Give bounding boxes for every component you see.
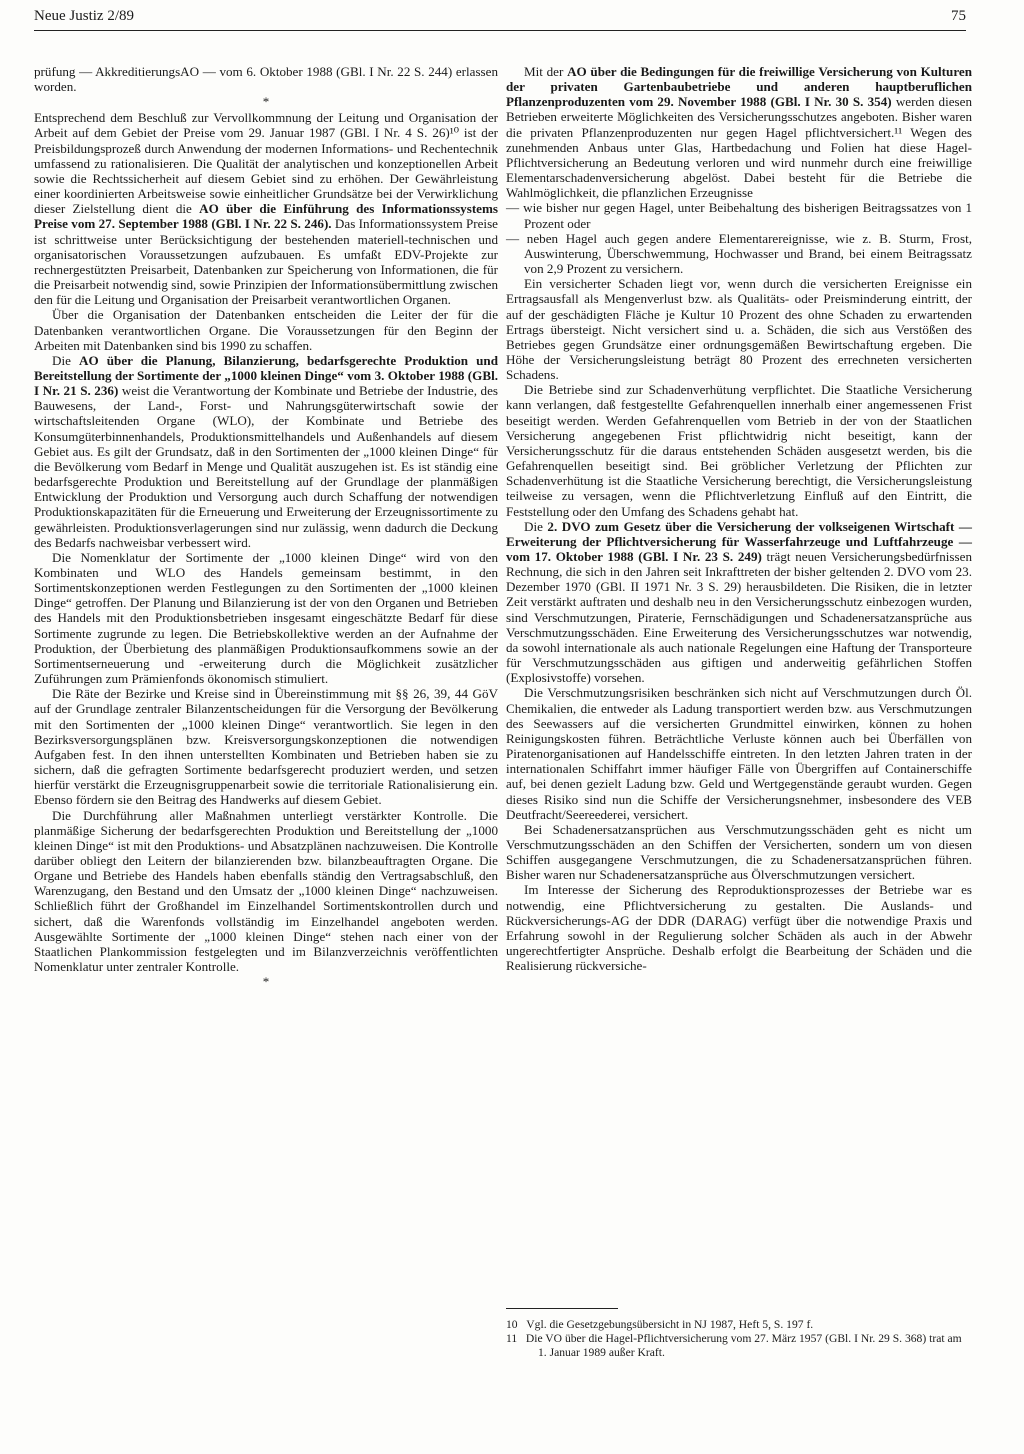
- paragraph: Die Verschmutzungsrisiken beschränken sich nicht auf Verschmutzungen durch Öl. Chemikalien, die entweder als Ladung transportiert werden bzw. aus Verschmutzungen des Seewassers auf die versicherten Grundmittel einwirken, können zu hohen Reinigungskosten führen. Beträchtliche Verluste können auch bei Überfällen von Piratenorganisationen auf Handelsschiffe eintreten. In den letzten Jahren traten in der internationalen Schiffahrt immer häufiger Fälle von Übergriffen auf Containerschiffe auf, bei denen gezielt Ladung bzw. Geld und Wertgegenstände geraubt wurden. Gegen dieses Risiko sind nun die Schiffe der Versicherungsnehmer, insbesondere des VEB Deutfracht/Seereederei, versichert.: [506, 685, 972, 822]
- left-column: [34, 64, 498, 990]
- section-separator: *: [262, 974, 270, 990]
- page-number: 75: [951, 8, 966, 24]
- footnotes: [506, 1318, 972, 1360]
- list-item: — neben Hagel auch gegen andere Elementarereignisse, wie z. B. Sturm, Frost, Auswinterung, Überschwemmung, Hochwasser und Brand, bei einem Beitragssatz von 2,9 Prozent zu versichern.: [506, 230, 972, 277]
- footnote: [506, 1332, 972, 1360]
- paragraph: Die AO über die Planung, Bilanzierung, bedarfsgerechte Produktion und Bereitstellung der Sortimente der „1000 kleinen Dinge“ vom 3. Oktober 1988 (GBl. I Nr. 21 S. 236) weist die Verantwortung der Kombinate und Betriebe der Industrie, des Bauwesens, der Land-, Forst- und Nahrungsgüterwirtschaft sowie der wirtschaftsleitenden Organe (WLO), der Kombinate und Betriebe des Konsumgüterbinnenhandels, Produktionsmittelhandels und Außenhandels auf diesem Gebiet aus. Es gilt der Grundsatz, daß in den Sortimenten der „1000 kleinen Dinge“ für die Bevölkerung vom Bedarf in Menge und Qualität auszugehen ist. Es ist ständig eine bedarfsgerechte Produktion und Bereitstellung auf der Grundlage der planmäßigen Entwicklung der Produktion und Versorgung auch durch Schaffung der notwendigen Produktionskapazitäten für die Erneuerung und Erweiterung der Erzeugnissortimente zu gewährleisten. Produktionsverlagerungen sind nur zulässig, wenn dadurch die Deckung des Bedarfs nachweisbar verbessert wird.: [34, 352, 498, 550]
- paragraph: Die Betriebe sind zur Schadenverhütung verpflichtet. Die Staatliche Versicherung kann verlangen, daß festgestellte Gefahrenquellen innerhalb einer angemessenen Frist beseitigt werden. Werden Gefahrenquellen vom Betrieb in der von der Staatlichen Versicherung angegebenen Frist pflichtwidrig nicht beseitigt, kann der Versicherungsschutz für die daraus entstehenden Schäden ausgesetzt werden, bis die Gefahrenquellen beseitigt sind. Bei gröblicher Verletzung der Pflichten zur Schadenverhütung ist die Staatliche Versicherung berechtigt, die Versicherungsleistung teilweise zu versagen, wenn die Pflichtverletzung Einfluß auf den Eintritt, die Feststellung oder den Umfang des Schadens gehabt hat.: [506, 382, 972, 519]
- right-column: [506, 64, 972, 973]
- paragraph: prüfung — AkkreditierungsAO — vom 6. Oktober 1988 (GBl. I Nr. 22 S. 244) erlassen worden.: [34, 64, 498, 95]
- paragraph: Im Interesse der Sicherung des Reproduktionsprozesses der Betriebe war es notwendig, eine Pflichtversicherung zu gestalten. Die Auslands- und Rückversicherungs-AG der DDR (DARAG) verfügt über die notwendige Praxis und Erfahrung sowohl in der Regulierung solcher Schäden als auch in der Abwehr ungerechtfertigter Ansprüche. Deshalb erfolgt die Bearbeitung der Schäden und die Realisierung rückversiche-: [506, 882, 972, 974]
- legal-reference: 2. DVO zum Gesetz über die Versicherung der volkseigenen Wirtschaft — Erweiterung der Pflichtversicherung für Wasserfahrzeuge und Luftfahrzeuge — vom 17. Oktober 1988 (GBl. I Nr. 23 S. 249): [506, 518, 973, 564]
- paragraph: Die Nomenklatur der Sortimente der „1000 kleinen Dinge“ wird von den Kombinaten und WLO des Handels gemeinsam bestimmt, in den Sortimentskonzeptionen werden Festlegungen zu den Sortimenten der „1000 kleinen Dinge“ getroffen. Der Planung und Bilanzierung ist der von den Organen und Betrieben des Handels mit den Produktionsbetrieben insgesamt eingeschätzte Bedarf für diese Sortimente zugrunde zu legen. Die Betriebskollektive werden an der Aufnahme der Produktion, der Überbietung des planmäßigen Produktionsaufkommens sowie an der Sortimentserneuerung und -erweiterung durch die Möglichkeit zusätzlicher Zuführungen zum Prämienfonds ökonomisch stimuliert.: [34, 549, 498, 687]
- paragraph: Entsprechend dem Beschluß zur Vervollkommnung der Leitung und Organisation der Arbeit auf dem Gebiet der Preise vom 29. Januar 1987 (GBl. I Nr. 4 S. 26)¹⁰ ist der Preisbildungsprozeß durch Anwendung der modernen Informations- und Rechentechnik umfassend zu rationalisieren. Die Qualität der analytischen und konzeptionellen Arbeit sowie die Rechtssicherheit auf diesem Gebiet sind zu erhöhen. Der Gewährleistung einer koordinierten Arbeitsweise sowie einheitlicher Grundsätze bei der Verwirklichung dieser Zielstellung dient die AO über die Einführung des Informationssystems Preise vom 27. September 1988 (GBl. I Nr. 22 S. 246). Das Informationssystem Preise ist schrittweise unter Berücksichtigung der bestehenden materiell-technischen und organisatorischen Voraussetzungen aufzubauen. Es umfaßt EDV-Projekte zur rechnergestützten Preisarbeit, Datenbanken zur Speicherung von Informationen, die für die Preisarbeit notwendig sind, sowie Prinzipien der Informationsübermittlung zwischen den für die Leitung und Organisation der Preisarbeit verantwortlichen Organen.: [34, 110, 498, 308]
- legal-reference: AO über die Einführung des Informationssystems Preise vom 27. September 1988 (GBl. I Nr. 22 S. 246).: [34, 201, 498, 232]
- paragraph: Mit der AO über die Bedingungen für die freiwillige Versicherung von Kulturen der privaten Gartenbaubetriebe und anderen hauptberuflichen Pflanzenproduzenten vom 29. November 1988 (GBl. I Nr. 30 S. 354) werden diesen Betrieben erweiterte Möglichkeiten des Versicherungsschutzes angeboten. Bisher waren die privaten Pflanzenproduzenten nur gegen Hagel pflichtversichert.¹¹ Wegen des zunehmenden Anbaus unter Glas, Hartbedachung und Folien hat diese Hagel-Pflichtversicherung an Bedeutung verloren und wird nunmehr durch eine freiwillige Elementarschadenversicherung abgelöst. Dabei besteht für die Betriebe die Wahlmöglichkeit, die pflanzlichen Erzeugnisse: [506, 64, 972, 201]
- paragraph: Bei Schadenersatzansprüchen aus Verschmutzungsschäden geht es nicht um Verschmutzungsschäden an den Schiffen der Versicherten, sondern um von diesen Schiffen ausgegangene Verschmutzungen, die zu Schadenersatzansprüchen führen. Bisher waren nur Schadenersatzansprüche aus Ölverschmutzungen versichert.: [506, 821, 972, 883]
- paragraph: Die Durchführung aller Maßnahmen unterliegt verstärkter Kontrolle. Die planmäßige Sicherung der bedarfsgerechten Produktion und Bereitstellung der „1000 kleinen Dinge“ ist mit den Produktions- und Absatzplänen nachzuweisen. Die Kontrolle darüber obliegt den Leitern der bilanzierenden bzw. bilanzbeauftragten Organe. Die Organe und Betriebe des Handels haben ebenfalls ständig den Vertragsabschluß, den Warenzugang, den Bestand und den Umsatz der „1000 kleinen Dinge“ nachzuweisen. Schließlich führt der Großhandel im Einzelhandel Sortimentskontrollen durch und sichert, daß die Warenfonds vollständig im Einzelhandel angeboten werden. Ausgewählte Sortimente der „1000 kleinen Dinge“ stehen nach einer von der Staatlichen Plankommission festgelegten und im Bilanzverzeichnis veröffentlichten Nomenklatur unter zentraler Kontrolle.: [34, 807, 498, 975]
- footnote-text: Vgl. die Gesetzgebungsübersicht in NJ 1987, Heft 5, S. 197 f.: [526, 1318, 814, 1331]
- paragraph: Die Räte der Bezirke und Kreise sind in Übereinstimmung mit §§ 26, 39, 44 GöV auf der Grundlage zentraler Bilanzentscheidungen für die Versorgung der Bevölkerung mit den Sortimenten der „1000 kleinen Dinge“ verantwortlich. Sie legen in den Bezirksversorgungsplänen bzw. Kreisversorgungskonzeptionen die notwendigen Aufgaben fest. In den ihnen unterstellten Kombinaten und Betrieben haben sie zu sichern, daß die gefragten Sortimente bedarfsgerecht produziert werden, und setzen hierfür verstärkt die Erzeugnisgruppenarbeit sowie die territoriale Rationalisierung ein. Ebenso fördern sie den Beitrag des Handwerks auf diesem Gebiet.: [34, 686, 498, 808]
- footnote: [506, 1318, 972, 1332]
- list-item: — wie bisher nur gegen Hagel, unter Beibehaltung des bisherigen Beitragssatzes von 1 Prozent oder: [506, 200, 972, 231]
- footnote-text: Die VO über die Hagel-Pflichtversicherung vom 27. März 1957 (GBl. I Nr. 29 S. 368) trat am 1. Januar 1989 außer Kraft.: [525, 1332, 962, 1359]
- journal-title: Neue Justiz 2/89: [34, 8, 134, 24]
- legal-reference: AO über die Bedingungen für die freiwillige Versicherung von Kulturen der privaten Gartenbaubetriebe und anderen hauptberuflichen Pflanzenproduzenten vom 29. November 1988 (GBl. I Nr. 30 S. 354): [506, 64, 972, 110]
- paragraph: Über die Organisation der Datenbanken entscheiden die Leiter der für die Datenbanken verantwortlichen Organe. Die Voraussetzungen für den Beginn der Arbeiten mit Datenbanken sind bis 1990 zu schaffen.: [34, 307, 498, 353]
- running-header: [34, 8, 966, 26]
- paragraph: Ein versicherter Schaden liegt vor, wenn durch die versicherten Ereignisse ein Ertragsausfall als Mengenverlust bzw. als Qualitäts- oder Preisminderung eintritt, der auf der geschädigten Fläche je Kultur 10 Prozent des ohne Schaden zu erwartenden Ertrags übersteigt. Nicht versichert sind u. a. Schäden, die sich aus Verstößen des Betriebes gegen Grundsätze einer ordnungsgemäßen Bewirtschaftung ergeben. Die Höhe der Versicherungsleistung beträgt 80 Prozent des errechneten versicherten Schadens.: [506, 276, 972, 383]
- footnote-number: 10: [506, 1318, 518, 1331]
- footnote-rule: [506, 1308, 618, 1309]
- footnote-number: 11: [506, 1332, 518, 1345]
- header-rule: [34, 30, 966, 31]
- legal-reference: AO über die Planung, Bilanzierung, bedarfsgerechte Produktion und Bereitstellung der Sortimente der „1000 kleinen Dinge“ vom 3. Oktober 1988 (GBl. I Nr. 21 S. 236): [34, 352, 498, 399]
- paragraph: Die 2. DVO zum Gesetz über die Versicherung der volkseigenen Wirtschaft — Erweiterung der Pflichtversicherung für Wasserfahrzeuge und Luftfahrzeuge — vom 17. Oktober 1988 (GBl. I Nr. 23 S. 249) trägt neuen Versicherungsbedürfnissen Rechnung, die sich in den Jahren seit Inkrafttreten der bisher geltenden 2. DVO vom 23. Dezember 1970 (GBl. II 1971 Nr. 3 S. 29) herausbildeten. Die Risiken, die in letzter Zeit verstärkt auftraten und deshalb neu in den Versicherungsschutz einbezogen wurden, sind Verschmutzungen, Piraterie, Fernschädigungen und Schadenersatzansprüche aus Verschmutzungsschäden. Eine Erweiterung des Versicherungsschutzes war notwendig, da sowohl internationale als auch nationale Regelungen eine Haftung der Transporteure für Verschmutzungsschäden aus giftigen und anderweitig gefährlichen Stoffen (Explosivstoffe) vorsehen.: [506, 518, 973, 686]
- section-separator: *: [262, 94, 270, 110]
